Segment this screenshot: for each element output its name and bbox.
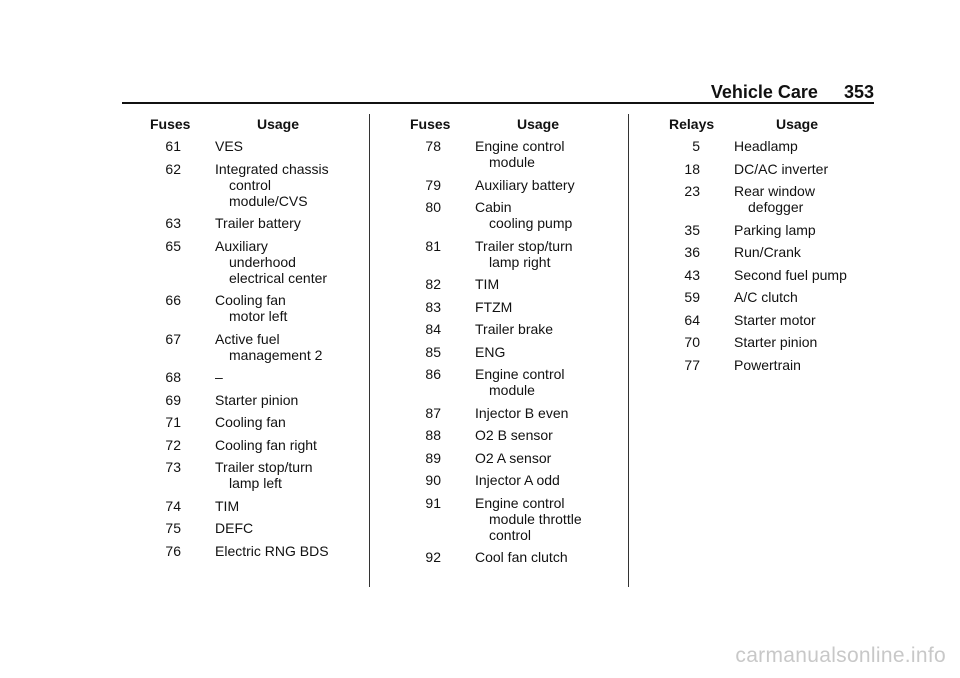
usage-line: DC/AC inverter <box>734 160 829 177</box>
item-usage <box>734 138 877 154</box>
table-row <box>122 161 354 209</box>
item-usage <box>475 495 614 543</box>
item-usage <box>734 357 877 373</box>
table-row <box>122 369 354 385</box>
usage-line: Integrated chassis <box>215 160 329 177</box>
table-row <box>382 405 614 421</box>
usage-line: module <box>489 382 535 398</box>
usage-line: module <box>489 154 535 170</box>
usage-line: DEFC <box>215 520 254 536</box>
item-number: 83 <box>425 298 441 315</box>
usage-line: Trailer battery <box>215 215 301 231</box>
table-row <box>382 138 614 170</box>
usage-line: Engine control <box>475 138 565 154</box>
item-usage <box>734 161 877 177</box>
usage-line: Cooling fan <box>215 292 286 308</box>
item-number: 67 <box>165 330 181 347</box>
table-row <box>122 392 354 408</box>
item-usage <box>475 549 614 565</box>
table-row <box>122 414 354 430</box>
item-number: 87 <box>425 404 441 421</box>
fuse-table-column-1 <box>122 116 354 565</box>
item-number: 85 <box>425 343 441 360</box>
table-row <box>641 357 877 373</box>
item-usage <box>475 450 614 466</box>
item-usage <box>475 299 614 315</box>
table-row <box>382 321 614 337</box>
usage-line: Headlamp <box>734 138 798 154</box>
item-number: 84 <box>425 321 441 337</box>
item-usage <box>215 331 354 363</box>
table-row <box>122 437 354 453</box>
usage-line: TIM <box>475 276 500 292</box>
usage-line: Powertrain <box>734 356 801 373</box>
fuse-table-column-2 <box>382 116 614 572</box>
table-row <box>122 459 354 491</box>
usage-line: A/C clutch <box>734 289 798 305</box>
usage-line: Starter pinion <box>215 391 299 408</box>
item-number: 88 <box>425 427 441 443</box>
table-row <box>122 331 354 363</box>
number-header: Fuses <box>150 116 191 132</box>
item-number: 89 <box>425 449 441 466</box>
table-row <box>641 161 877 177</box>
item-number: 81 <box>425 237 441 254</box>
usage-line: Run/Crank <box>734 244 801 260</box>
item-number: 59 <box>684 289 700 305</box>
usage-line: control <box>229 176 272 193</box>
item-number: 92 <box>425 549 441 565</box>
item-usage <box>475 472 614 488</box>
table-row <box>122 543 354 559</box>
usage-line: control <box>489 526 532 543</box>
table-row <box>122 138 354 154</box>
table-row <box>641 334 877 350</box>
table-row <box>122 238 354 286</box>
relay-table-column <box>641 116 877 379</box>
item-usage <box>475 405 614 421</box>
page-header <box>711 82 874 103</box>
item-usage <box>475 138 614 170</box>
table-row <box>641 289 877 305</box>
usage-line: Trailer brake <box>475 321 554 337</box>
usage-line: Active fuel <box>215 330 280 347</box>
item-number: 43 <box>684 266 700 283</box>
header-divider <box>122 102 874 104</box>
table-row <box>382 472 614 488</box>
item-usage <box>215 215 354 231</box>
usage-header: Usage <box>517 116 560 132</box>
section-title: Vehicle Care <box>710 82 818 102</box>
usage-line: Rear window <box>734 183 815 199</box>
item-number: 79 <box>425 176 441 193</box>
item-usage <box>734 222 877 238</box>
item-usage <box>734 267 877 283</box>
item-usage <box>475 276 614 292</box>
item-usage <box>215 459 354 491</box>
item-number: 90 <box>425 472 441 488</box>
table-row <box>382 199 614 231</box>
item-number: 5 <box>692 138 700 154</box>
usage-line: Auxiliary <box>215 237 268 254</box>
item-number: 91 <box>425 494 441 511</box>
item-number: 70 <box>684 334 700 350</box>
usage-line: module/CVS <box>229 192 308 209</box>
item-number: 71 <box>165 414 181 430</box>
item-usage <box>475 366 614 398</box>
item-number: 72 <box>165 436 181 453</box>
item-number: 18 <box>684 160 700 177</box>
item-usage <box>215 543 354 559</box>
usage-line: lamp right <box>489 253 551 270</box>
usage-header: Usage <box>776 116 819 132</box>
usage-line: Engine control <box>475 366 565 382</box>
item-usage <box>215 392 354 408</box>
item-usage <box>734 289 877 305</box>
usage-line: O2 A sensor <box>475 449 552 466</box>
usage-line: TIM <box>215 497 240 514</box>
item-usage <box>215 520 354 536</box>
usage-line: VES <box>215 138 244 154</box>
usage-line: Cooling fan <box>215 414 286 430</box>
table-row <box>641 244 877 260</box>
item-number: 80 <box>425 199 441 215</box>
table-row <box>382 177 614 193</box>
item-number: 66 <box>165 292 181 308</box>
item-usage <box>475 321 614 337</box>
usage-line: defogger <box>748 199 804 215</box>
item-usage <box>475 427 614 443</box>
usage-line: module throttle <box>489 510 582 527</box>
usage-line: Parking lamp <box>734 221 816 238</box>
usage-line: Trailer stop/turn <box>215 459 313 475</box>
item-usage <box>475 238 614 270</box>
table-row <box>122 292 354 324</box>
usage-line: ENG <box>475 343 506 360</box>
usage-line: electrical center <box>229 269 328 286</box>
usage-line: Cabin <box>475 199 512 215</box>
item-usage <box>215 414 354 430</box>
column-header <box>382 116 614 132</box>
item-number: 78 <box>425 138 441 154</box>
table-row <box>641 222 877 238</box>
column-header <box>122 116 354 132</box>
item-usage <box>734 312 877 328</box>
usage-line: Auxiliary battery <box>475 176 575 193</box>
table-row <box>122 520 354 536</box>
item-number: 82 <box>425 276 441 292</box>
item-usage <box>215 138 354 154</box>
item-number: 69 <box>165 391 181 408</box>
usage-line: Electric RNG BDS <box>215 542 329 559</box>
usage-line: Trailer stop/turn <box>475 237 573 254</box>
usage-line: O2 B sensor <box>475 427 553 443</box>
table-row <box>382 276 614 292</box>
item-number: 63 <box>165 215 181 231</box>
usage-line: FTZM <box>475 298 513 315</box>
usage-line: Engine control <box>475 494 565 511</box>
number-header: Fuses <box>410 116 451 132</box>
column-header <box>641 116 877 132</box>
table-row <box>382 549 614 565</box>
table-row <box>382 450 614 466</box>
usage-line: Injector B even <box>475 404 569 421</box>
table-row <box>641 267 877 283</box>
table-row <box>382 238 614 270</box>
item-usage <box>215 369 354 385</box>
usage-line: Cooling fan right <box>215 436 317 453</box>
table-row <box>641 138 877 154</box>
item-usage <box>215 238 354 286</box>
item-number: 23 <box>684 183 700 199</box>
usage-line: Second fuel pump <box>734 266 847 283</box>
usage-line: Injector A odd <box>475 472 560 488</box>
table-row <box>382 299 614 315</box>
usage-line: Starter motor <box>734 311 816 328</box>
item-usage <box>734 334 877 350</box>
item-number: 62 <box>165 160 181 177</box>
item-usage <box>734 244 877 260</box>
usage-header: Usage <box>257 116 300 132</box>
item-number: 75 <box>165 520 181 536</box>
usage-line: cooling pump <box>489 215 573 231</box>
table-row <box>122 498 354 514</box>
usage-line: – <box>215 369 223 385</box>
item-usage <box>215 498 354 514</box>
usage-line: lamp left <box>229 475 282 491</box>
item-usage <box>734 183 877 215</box>
page-number: 353 <box>843 82 874 102</box>
item-number: 64 <box>684 311 700 328</box>
usage-line: Starter pinion <box>734 334 818 350</box>
column-divider-2 <box>628 114 629 587</box>
item-usage <box>475 177 614 193</box>
item-number: 61 <box>165 138 181 154</box>
item-number: 76 <box>165 542 181 559</box>
usage-line: motor left <box>229 308 288 324</box>
usage-line: underhood <box>229 253 296 270</box>
item-number: 74 <box>165 497 181 514</box>
item-number: 35 <box>684 221 700 238</box>
table-row <box>122 215 354 231</box>
usage-line: Cool fan clutch <box>475 549 568 565</box>
item-usage <box>215 161 354 209</box>
usage-line: management 2 <box>229 346 323 363</box>
item-number: 86 <box>425 366 441 382</box>
table-row <box>382 366 614 398</box>
item-number: 68 <box>165 369 181 385</box>
number-header: Relays <box>669 116 715 132</box>
table-row <box>641 183 877 215</box>
item-number: 73 <box>165 459 181 475</box>
item-usage <box>215 437 354 453</box>
table-row <box>382 495 614 543</box>
item-usage <box>475 344 614 360</box>
item-usage <box>215 292 354 324</box>
table-row <box>382 427 614 443</box>
item-usage <box>475 199 614 231</box>
item-number: 36 <box>684 244 700 260</box>
table-row <box>641 312 877 328</box>
column-divider-1 <box>369 114 370 587</box>
watermark: carmanualsonline.info <box>735 644 946 667</box>
table-row <box>382 344 614 360</box>
item-number: 77 <box>684 356 700 373</box>
item-number: 65 <box>165 237 181 254</box>
